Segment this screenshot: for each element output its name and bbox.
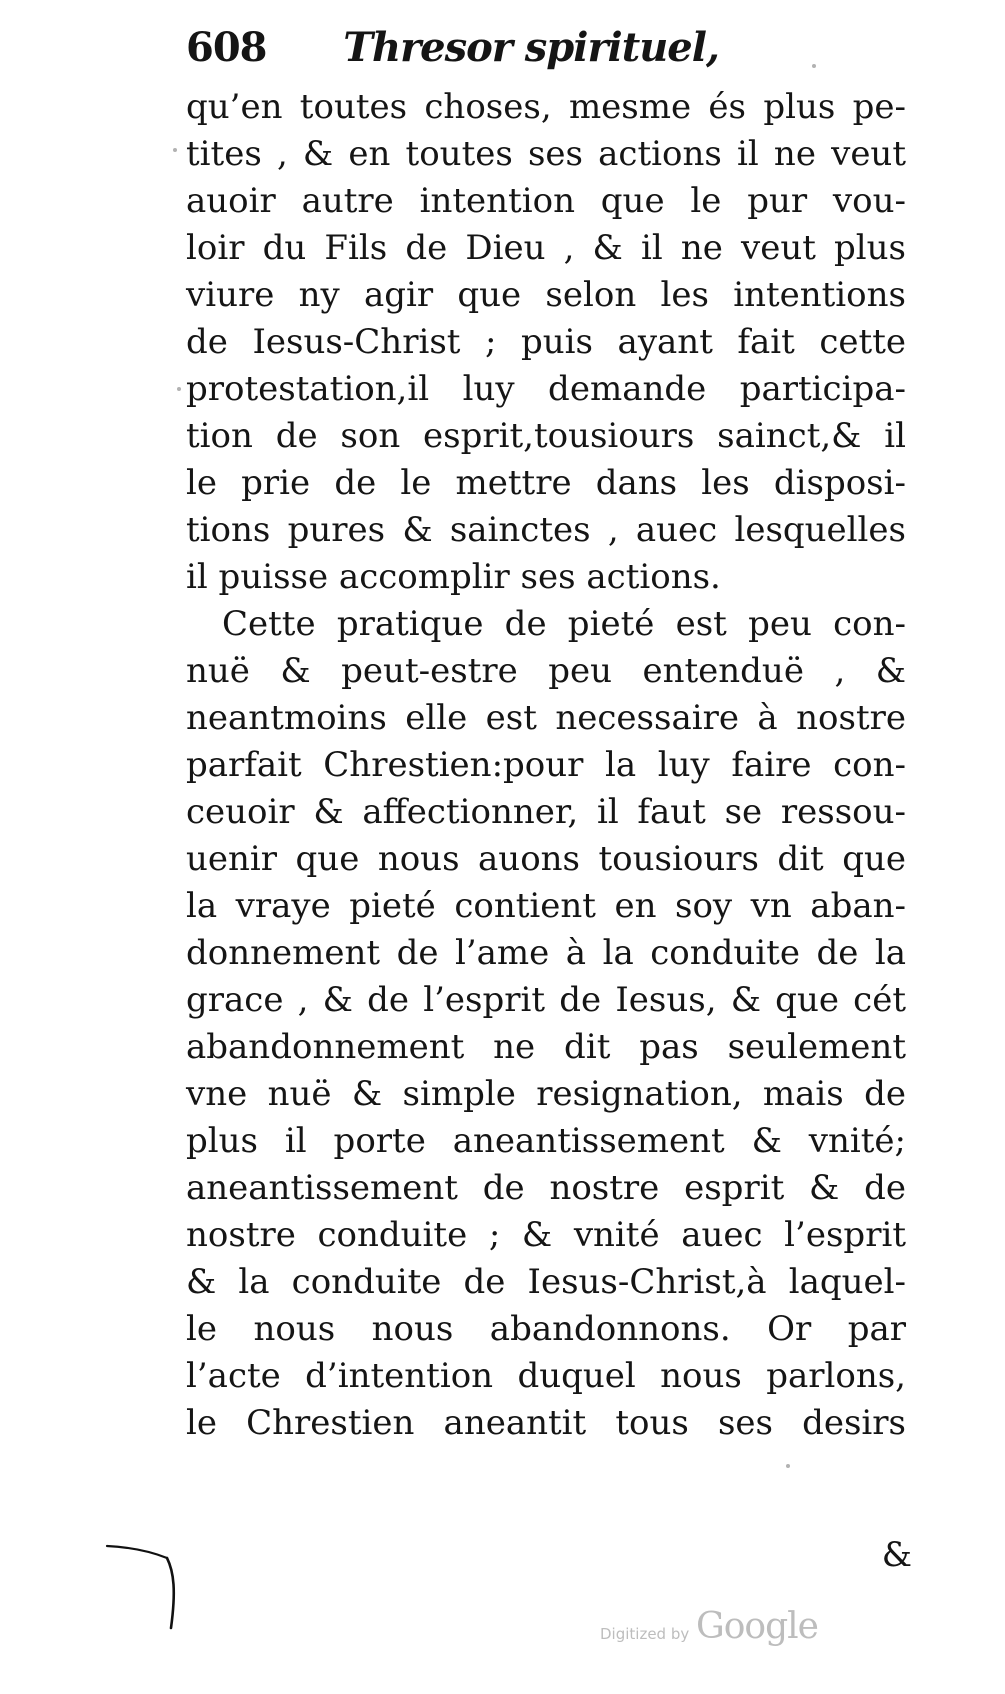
ink-speck: [177, 387, 181, 391]
digitized-label: Digitized by: [600, 1625, 690, 1643]
text-line-6: de Iesus-Christ ; puis ayant fait cette: [186, 322, 906, 362]
text-line-26: & la conduite de Iesus-Christ,à laquel-: [186, 1262, 906, 1302]
text-line-2: tites , & en toutes ses actions il ne veut: [186, 134, 906, 174]
text-line-5: viure ny agir que selon les intentions: [186, 275, 906, 315]
body-text: [186, 84, 906, 1447]
text-line-24: aneantissement de nostre esprit & de: [186, 1168, 906, 1208]
text-line-21: abandonnement ne dit pas seulement: [186, 1027, 906, 1067]
ink-speck: [786, 1464, 790, 1468]
text-line-28: l’acte d’intention duquel nous parlons,: [186, 1356, 906, 1396]
text-line-25: nostre conduite ; & vnité auec l’esprit: [186, 1215, 906, 1255]
text-line-23: plus il porte aneantissement & vnité;: [186, 1121, 906, 1161]
text-line-7: protestation,il luy demande participa-: [186, 369, 906, 409]
ink-speck: [812, 64, 816, 68]
text-line-10: tions pures & sainctes , auec lesquelles: [186, 510, 906, 550]
text-line-3: auoir autre intention que le pur vou-: [186, 181, 906, 221]
text-line-20: grace , & de l’esprit de Iesus, & que cét: [186, 980, 906, 1020]
text-line-14: neantmoins elle est necessaire à nostre: [186, 698, 906, 738]
text-line-27: le nous nous abandonnons. Or par: [186, 1309, 906, 1349]
page-number: 608: [186, 24, 267, 71]
text-line-9: le prie de le mettre dans les disposi-: [186, 463, 906, 503]
running-title: Thresor spirituel,: [343, 24, 719, 71]
text-line-8: tion de son esprit,tousiours sainct,& il: [186, 416, 906, 456]
page-header: [186, 24, 866, 72]
text-line-17: uenir que nous auons tousiours dit que: [186, 839, 906, 879]
text-line-12: Cette pratique de pieté est peu con-: [222, 604, 906, 644]
text-line-13: nuë & peut-estre peu entenduë , &: [186, 651, 906, 691]
text-line-15: parfait Chrestien:pour la luy faire con-: [186, 745, 906, 785]
ink-speck: [173, 148, 177, 152]
text-line-16: ceuoir & affectionner, il faut se ressou-: [186, 792, 906, 832]
google-logo: Google: [696, 1606, 818, 1647]
digitized-watermark: [600, 1606, 830, 1654]
catchword: &: [881, 1535, 912, 1575]
text-line-22: vne nuë & simple resignation, mais de: [186, 1074, 906, 1114]
text-line-18: la vraye pieté contient en soy vn aban-: [186, 886, 906, 926]
text-line-11: il puisse accomplir ses actions.: [186, 557, 721, 597]
text-line-1: qu’en toutes choses, mesme és plus pe-: [186, 87, 906, 127]
text-line-19: donnement de l’ame à la conduite de la: [186, 933, 906, 973]
page-corner-mark: [105, 1538, 195, 1630]
text-line-29: le Chrestien aneantit tous ses desirs: [186, 1403, 906, 1443]
text-line-4: loir du Fils de Dieu , & il ne veut plus: [186, 228, 906, 268]
